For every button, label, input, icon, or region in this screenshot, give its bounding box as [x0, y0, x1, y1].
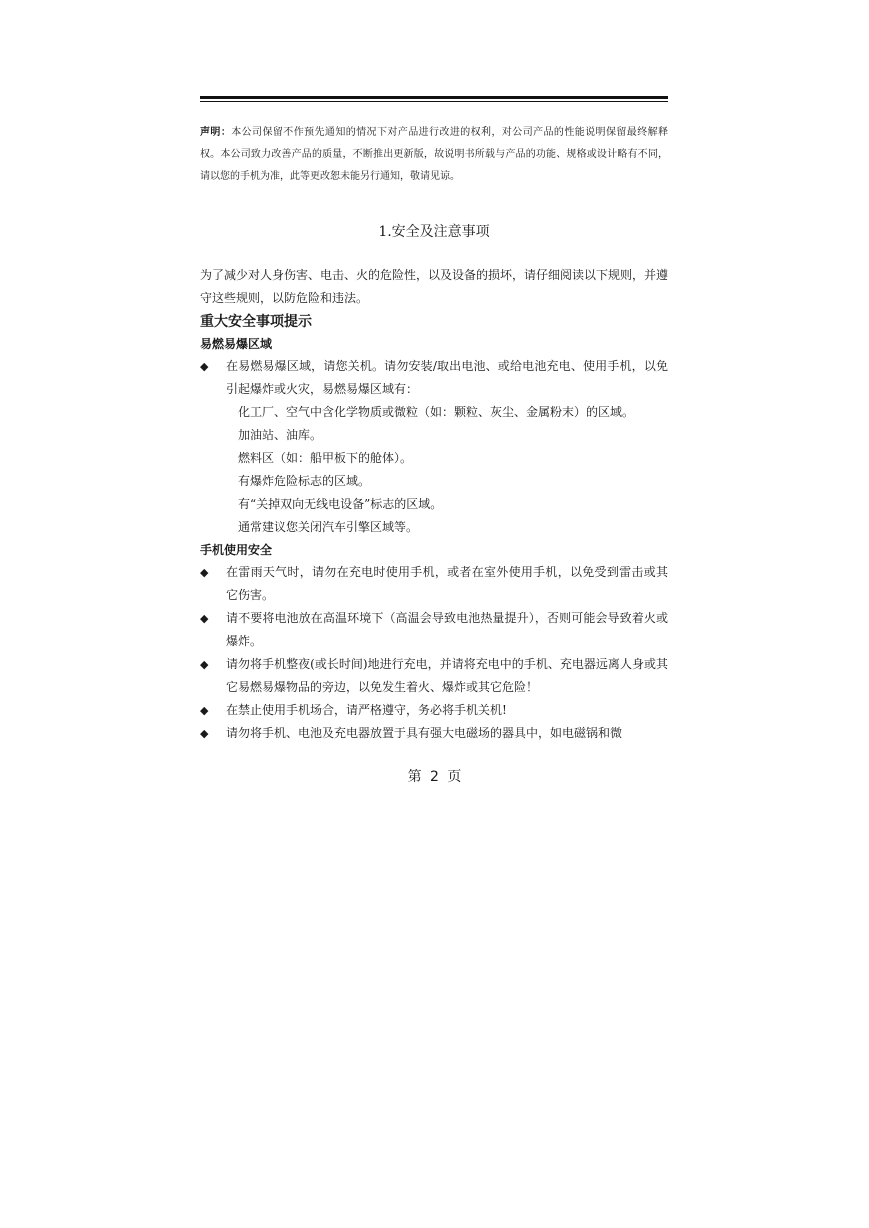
phone-safety-bullet: [200, 699, 668, 722]
phone-safety-bullet-text: 请不要将电池放在高温环境下（高温会导致电池热量提升），否则可能会导致着火或爆炸。: [226, 611, 668, 648]
phone-safety-bullet: [200, 653, 668, 699]
disclaimer-label: 声明：: [200, 127, 232, 138]
intro-paragraph: 为了减少对人身伤害、电击、火的危险性，以及设备的损坏，请仔细阅读以下规则，并遵守这些规则，以防危险和违法。: [200, 268, 669, 305]
explosive-bullet: [200, 355, 668, 401]
disclaimer-text: 本公司保留不作预先通知的情况下对产品进行改进的权利，对公司产品的性能说明保留最终解释权。本公司致力改善产品的质量，不断推出更新版，故说明书所载与产品的功能、规格或设计略有不同，请以您的手机为准，此等更改恕未能另行通知，敬请见谅。: [200, 127, 669, 182]
phone-safety-bullet: [200, 607, 668, 653]
disclaimer-notice: [200, 122, 668, 188]
phone-safety-bullet-text: 请勿将手机、电池及充电器放置于具有强大电磁场的器具中，如电磁锅和微: [226, 726, 623, 740]
explosive-list-item: 化工厂、空气中含化学物质或微粒（如：颗粒、灰尘、金属粉末）的区域。: [238, 405, 635, 419]
page-number: 第 2 页: [407, 769, 462, 785]
explosive-list-item: 有“关掉双向无线电设备”标志的区域。: [238, 497, 443, 511]
explosive-list-item: 加油站、油库。: [238, 428, 323, 442]
section-title: 1.安全及注意事项: [378, 224, 490, 240]
phone-safety-bullet: [200, 722, 668, 745]
phone-safety-bullet: [200, 561, 668, 607]
document-page: [200, 96, 668, 745]
bullet-diamond-icon: ◆: [200, 658, 209, 671]
phone-safety-heading: 手机使用安全: [200, 543, 273, 557]
major-safety-heading: 重大安全事项提示: [200, 314, 312, 330]
explosive-list-item: 有爆炸危险标志的区域。: [238, 474, 371, 488]
explosive-bullet-text: 在易燃易爆区域，请您关机。请勿安装/取出电池、或给电池充电、使用手机，以免引起爆炸或火灾，易燃易爆区域有：: [226, 359, 668, 396]
explosive-list-item: 燃料区（如：船甲板下的舱体）。: [238, 451, 413, 465]
bullet-diamond-icon: ◆: [200, 727, 209, 740]
header-rule-thin: [200, 101, 668, 102]
bullet-diamond-icon: ◆: [200, 704, 209, 717]
phone-safety-bullet-text: 在禁止使用手机场合，请严格遵守，务必将手机关机!: [226, 703, 507, 717]
explosive-area-heading: 易燃易爆区域: [200, 337, 273, 351]
bullet-diamond-icon: ◆: [200, 612, 209, 625]
phone-safety-bullet-text: 在雷雨天气时，请勿在充电时使用手机，或者在室外使用手机，以免受到雷击或其它伤害。: [226, 565, 668, 602]
bullet-diamond-icon: ◆: [200, 360, 209, 373]
bullet-diamond-icon: ◆: [200, 566, 209, 579]
explosive-list-item: 通常建议您关闭汽车引擎区域等。: [238, 520, 419, 534]
header-rule-thick: [200, 96, 668, 99]
phone-safety-bullet-text: 请勿将手机整夜(或长时间)地进行充电，并请将充电中的手机、充电器远离人身或其它易燃易爆物品的旁边，以免发生着火、爆炸或其它危险！: [226, 657, 668, 694]
